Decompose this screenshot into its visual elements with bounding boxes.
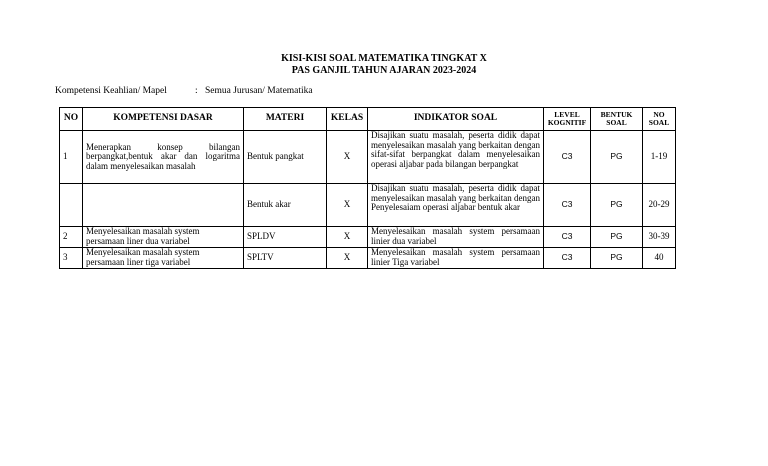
document-title [0, 53, 768, 77]
table-row [60, 227, 676, 248]
cell-no: 3 [60, 248, 83, 269]
cell-no [60, 184, 83, 227]
cell-kelas: X [327, 227, 368, 248]
cell-nosoal: 30-39 [643, 227, 676, 248]
cell-nosoal: 40 [643, 248, 676, 269]
header-indikator-soal: INDIKATOR SOAL [368, 108, 544, 131]
cell-bentuk: PG [591, 227, 643, 248]
header-kelas: KELAS [327, 108, 368, 131]
header-bentuk-soal: BENTUK SOAL [591, 108, 643, 131]
cell-materi: SPLDV [244, 227, 327, 248]
cell-materi: SPLTV [244, 248, 327, 269]
cell-materi: Bentuk pangkat [244, 131, 327, 184]
cell-kompetensi [83, 184, 244, 227]
cell-bentuk: PG [591, 248, 643, 269]
cell-no: 1 [60, 131, 83, 184]
cell-indikator: Menyelesaikan masalah system persamaan linier Tiga variabel [368, 248, 544, 269]
cell-bentuk: PG [591, 131, 643, 184]
header-level-kognitif: LEVEL KOGNITIF [544, 108, 591, 131]
table-row [60, 131, 676, 184]
cell-nosoal: 1-19 [643, 131, 676, 184]
cell-level: C3 [544, 184, 591, 227]
table-row [60, 184, 676, 227]
cell-level: C3 [544, 248, 591, 269]
cell-kelas: X [327, 248, 368, 269]
header-no: NO [60, 108, 83, 131]
cell-indikator: Disajikan suatu masalah, peserta didik dapat menyelesaikan masalah yang berkaitan dengan sifat-sifat berpangkat dalam menyelesaikan operasi aljabar pada bilangan berpangkat [368, 131, 544, 184]
cell-kelas: X [327, 184, 368, 227]
meta-line [55, 86, 313, 97]
header-materi: MATERI [244, 108, 327, 131]
table-row [60, 248, 676, 269]
kisi-kisi-table [59, 107, 676, 269]
cell-kelas: X [327, 131, 368, 184]
cell-bentuk: PG [591, 184, 643, 227]
cell-kompetensi: Menerapkan konsep bilangan berpangkat,bentuk akar dan logaritma dalam menyelesaikan masalah [83, 131, 244, 184]
meta-separator: : [195, 86, 198, 96]
header-kompetensi-dasar: KOMPETENSI DASAR [83, 108, 244, 131]
cell-kompetensi: Menyelesaikan masalah system persamaan liner dua variabel [83, 227, 244, 248]
cell-nosoal: 20-29 [643, 184, 676, 227]
title-line-2: PAS GANJIL TAHUN AJARAN 2023-2024 [291, 65, 477, 76]
header-no-soal: NO SOAL [643, 108, 676, 131]
cell-materi: Bentuk akar [244, 184, 327, 227]
meta-value: Semua Jurusan/ Matematika [205, 86, 313, 96]
cell-level: C3 [544, 227, 591, 248]
cell-level: C3 [544, 131, 591, 184]
title-line-1: KISI-KISI SOAL MATEMATIKA TINGKAT X [281, 53, 487, 64]
cell-kompetensi: Menyelesaikan masalah system persamaan liner tiga variabel [83, 248, 244, 269]
meta-label: Kompetensi Keahlian/ Mapel [55, 86, 167, 96]
cell-indikator: Disajikan suatu masalah, peserta didik dapat menyelesaikan masalah yang berkaitan dengan Penyelesaiam operasi aljabar bentuk akar [368, 184, 544, 227]
cell-no: 2 [60, 227, 83, 248]
table-header-row [60, 108, 676, 131]
cell-indikator: Menyelesaikan masalah system persamaan linier dua variabel [368, 227, 544, 248]
